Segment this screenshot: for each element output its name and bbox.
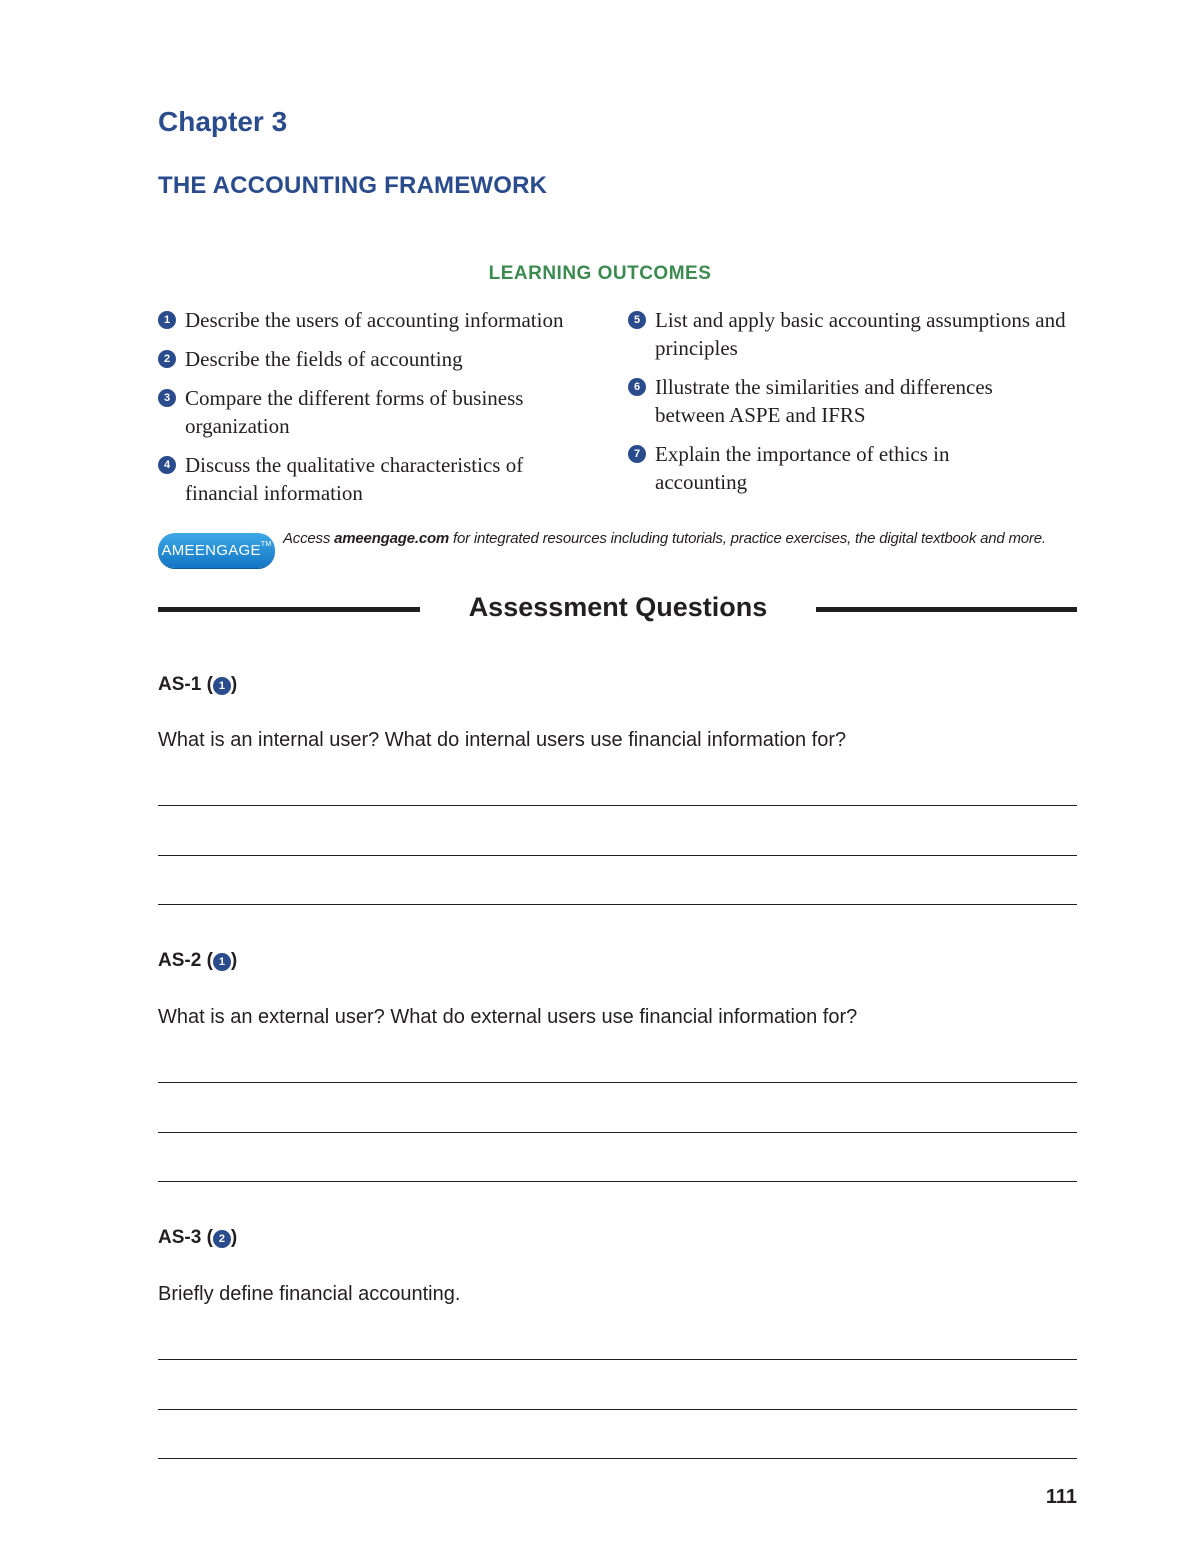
logo-trademark: TM	[260, 541, 272, 548]
assessment-heading: Assessment Questions	[468, 592, 768, 622]
outcome-number-badge: 2	[213, 1230, 231, 1248]
question-id: AS-3 (	[158, 1227, 213, 1248]
outcome-text: Explain the importance of ethics in accounting	[655, 442, 950, 494]
answer-line[interactable]	[158, 1132, 1077, 1133]
outcome-text: List and apply basic accounting assumptions and principles	[655, 308, 1066, 360]
learning-outcomes-right-column	[628, 306, 1088, 507]
learning-outcome-item	[628, 440, 1088, 496]
heading-rule-right	[816, 607, 1077, 612]
answer-line[interactable]	[158, 855, 1077, 856]
question-id-close: )	[230, 950, 238, 971]
access-suffix: for integrated resources including tutorials, practice exercises, the digital textbook and more.	[449, 530, 1046, 547]
answer-line[interactable]	[158, 1359, 1077, 1360]
learning-outcome-item	[158, 451, 618, 507]
outcome-number-badge: 1	[158, 311, 176, 329]
ameengage-link[interactable]: ameengage.com	[334, 530, 450, 547]
question-text: Briefly define financial accounting.	[158, 1283, 461, 1305]
learning-outcomes-heading: LEARNING OUTCOMES	[488, 263, 712, 284]
outcome-number-badge: 6	[628, 378, 646, 396]
question-id: AS-1 (	[158, 674, 213, 695]
learning-outcome-item	[158, 345, 618, 373]
learning-outcome-item	[158, 306, 618, 334]
question-id: AS-2 (	[158, 950, 213, 971]
outcome-text: Describe the users of accounting information	[185, 308, 564, 332]
outcome-number-badge: 2	[158, 350, 176, 368]
chapter-number: Chapter 3	[158, 106, 288, 137]
access-prefix: Access	[283, 530, 335, 547]
question-id-close: )	[230, 674, 238, 695]
answer-line[interactable]	[158, 1181, 1077, 1182]
answer-line[interactable]	[158, 904, 1077, 905]
answer-line[interactable]	[158, 1082, 1077, 1083]
learning-outcomes-left-column	[158, 306, 618, 518]
outcome-number-badge: 1	[213, 677, 231, 695]
learning-outcome-item	[628, 306, 1088, 362]
outcome-number-badge: 4	[158, 456, 176, 474]
outcome-number-badge: 5	[628, 311, 646, 329]
page-number: 111	[1045, 1486, 1077, 1508]
answer-line[interactable]	[158, 1458, 1077, 1459]
outcome-text: Compare the different forms of business organization	[185, 386, 524, 438]
logo-text: AMEENGAGE	[161, 542, 261, 559]
question-label	[158, 950, 237, 972]
answer-line[interactable]	[158, 805, 1077, 806]
answer-line[interactable]	[158, 1409, 1077, 1410]
outcome-text: Illustrate the similarities and differences between ASPE and IFRS	[655, 375, 993, 427]
heading-rule-left	[158, 607, 420, 612]
question-text: What is an internal user? What do internal users use financial information for?	[158, 729, 847, 751]
question-id-close: )	[230, 1227, 238, 1248]
access-note	[283, 529, 1083, 549]
learning-outcome-item	[158, 384, 618, 440]
outcome-number-badge: 3	[158, 389, 176, 407]
ameengage-logo	[158, 533, 275, 568]
outcome-number-badge: 7	[628, 445, 646, 463]
question-label	[158, 674, 237, 696]
chapter-title: THE ACCOUNTING FRAMEWORK	[158, 172, 548, 199]
outcome-text: Describe the fields of accounting	[185, 347, 463, 371]
outcome-number-badge: 1	[213, 953, 231, 971]
outcome-text: Discuss the qualitative characteristics of financial information	[185, 453, 524, 505]
question-label	[158, 1227, 237, 1249]
question-text: What is an external user? What do external users use financial information for?	[158, 1006, 858, 1028]
learning-outcome-item	[628, 373, 1088, 429]
